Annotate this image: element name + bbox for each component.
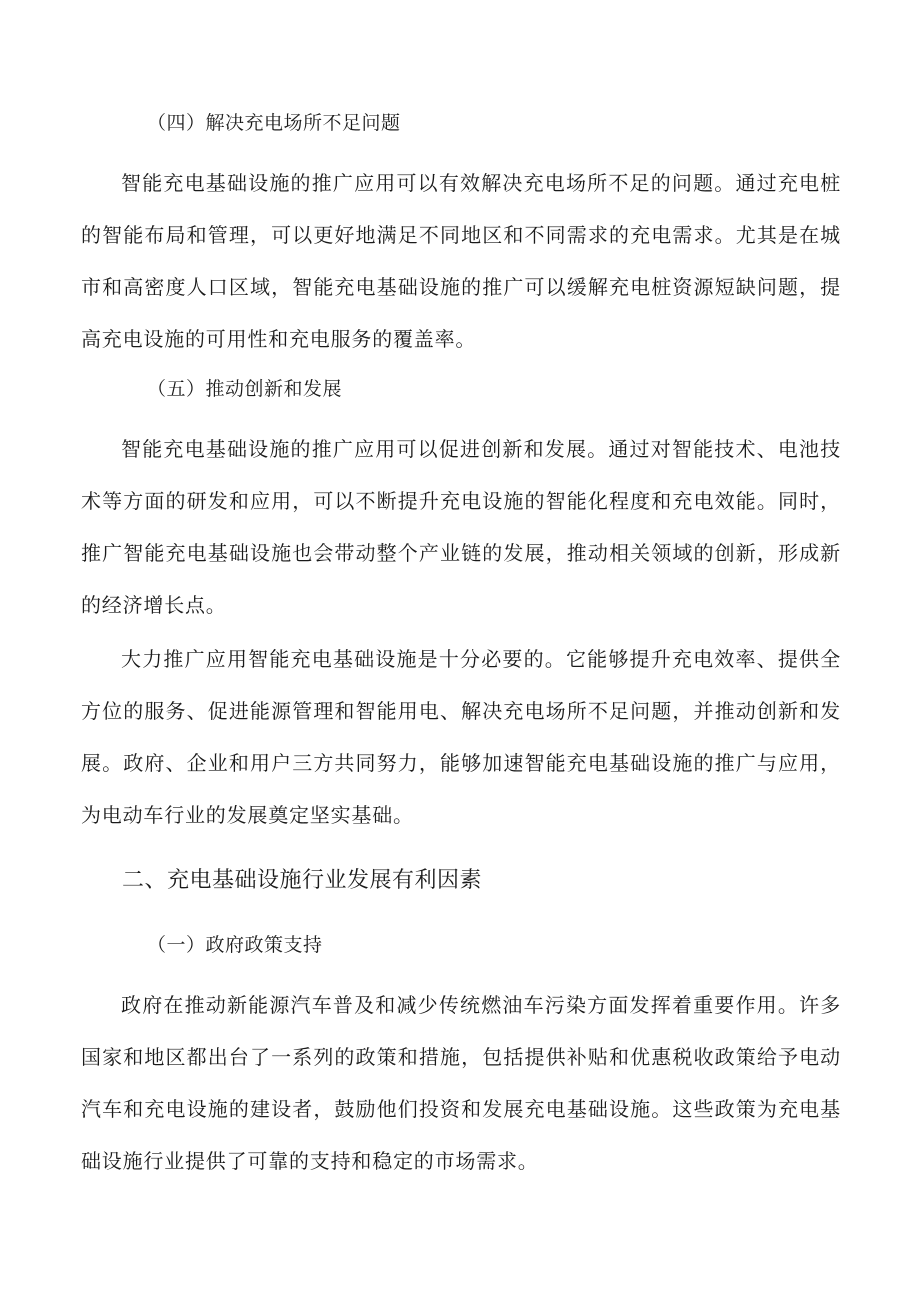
- section-heading-5: （五）推动创新和发展: [147, 378, 343, 400]
- subsection-heading-1: （一）政府政策支持: [147, 934, 323, 956]
- subsection-paragraph-1: 政府在推动新能源汽车普及和减少传统燃油车污染方面发挥着重要作用。许多国家和地区都出台了一系列的政策和措施，包括提供补贴和优惠税收政策给予电动汽车和充电设施的建设者，鼓励他们投资和发展充电基础设施。这些政策为充电基础设施行业提供了可靠的支持和稳定的市场需求。: [81, 993, 841, 1173]
- section-paragraph-4: 智能充电基础设施的推广应用可以有效解决充电场所不足的问题。通过充电桩的智能布局和管理，可以更好地满足不同地区和不同需求的充电需求。尤其是在城市和高密度人口区域，智能充电基础设施的推广可以缓解充电桩资源短缺问题，提高充电设施的可用性和充电服务的覆盖率。: [81, 171, 841, 351]
- section-paragraph-5: 智能充电基础设施的推广应用可以促进创新和发展。通过对智能技术、电池技术等方面的研发和应用，可以不断提升充电设施的智能化程度和充电效能。同时，推广智能充电基础设施也会带动整个产业链的发展，推动相关领域的创新，形成新的经济增长点。: [81, 437, 841, 617]
- chapter-heading: 二、充电基础设施行业发展有利因素: [122, 868, 483, 893]
- summary-paragraph: 大力推广应用智能充电基础设施是十分必要的。它能够提升充电效率、提供全方位的服务、促进能源管理和智能用电、解决充电场所不足问题，并推动创新和发展。政府、企业和用户三方共同努力，能够加速智能充电基础设施的推广与应用，为电动车行业的发展奠定坚实基础。: [81, 647, 841, 827]
- section-heading-4: （四）解决充电场所不足问题: [147, 112, 401, 134]
